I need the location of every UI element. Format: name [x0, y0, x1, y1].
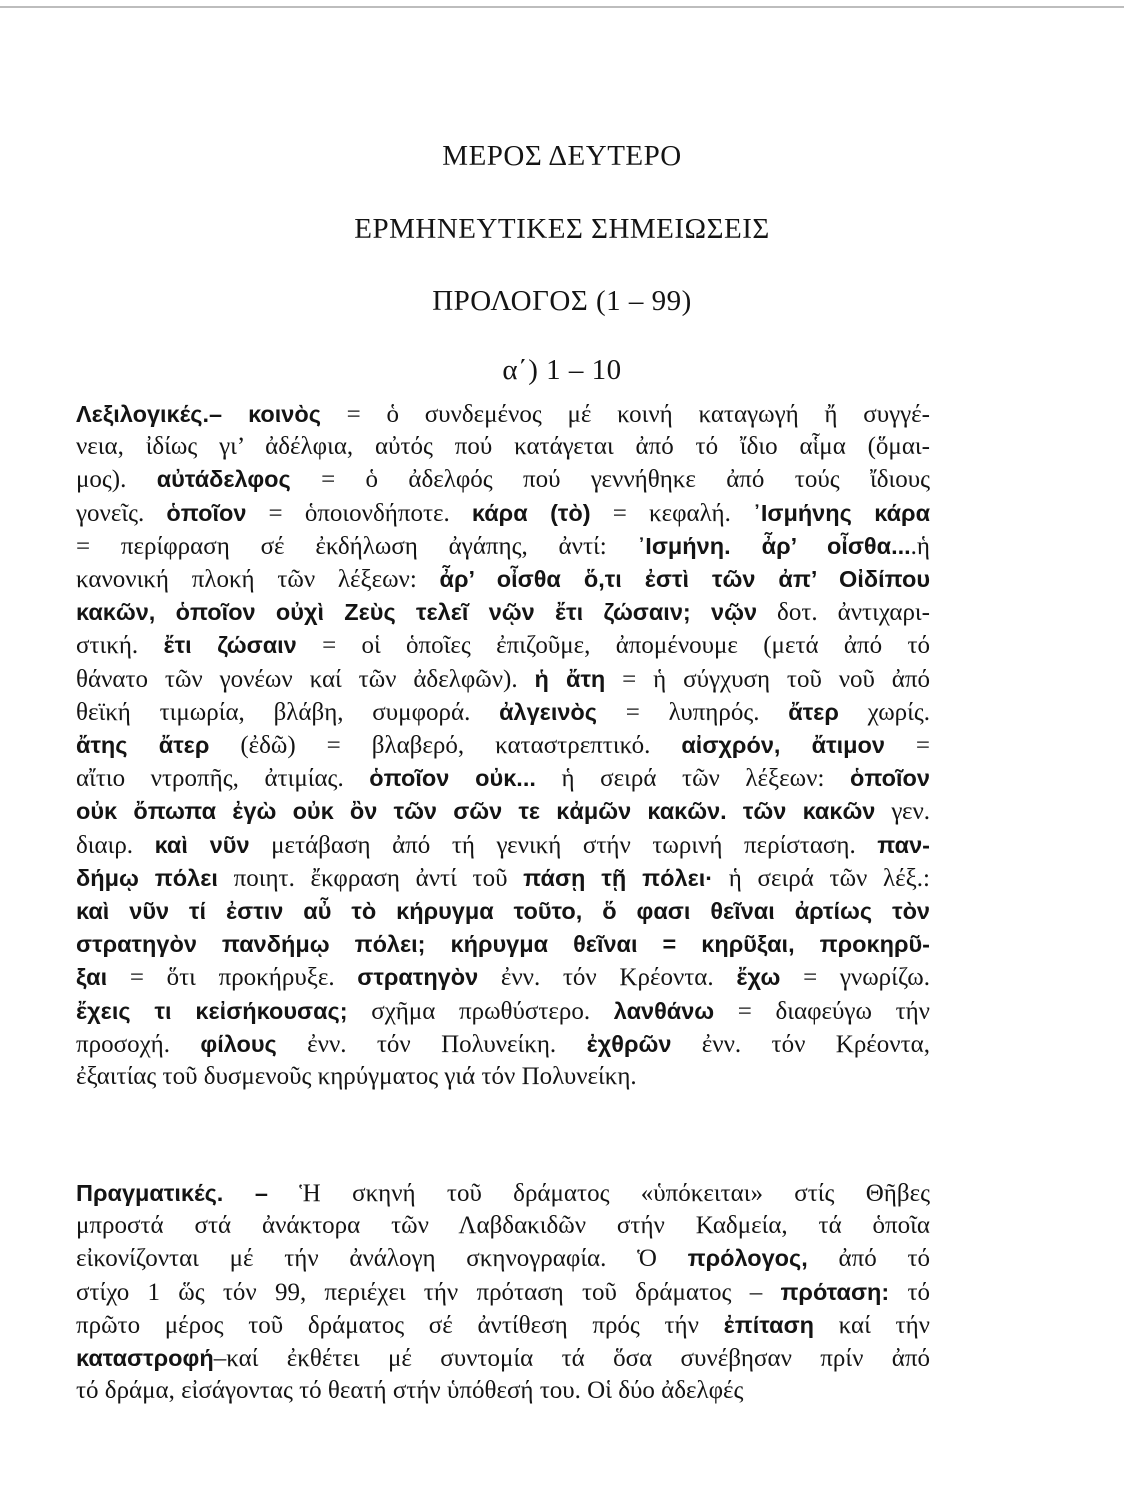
text-run: μετάβαση ἀπό τή γενική στήν τωρινή περίσταση.: [249, 831, 878, 859]
bold-term: ὁποῖον: [849, 765, 930, 792]
bold-term: Λεξιλογικές.– κοινὸς: [76, 401, 321, 427]
bold-term: κακῶν, ὁποῖον οὐχὶ Ζεὺς τελεῖ νῷν ἔτι ζώσαιν; νῷν: [76, 599, 758, 626]
bold-term: στρατηγὸν πανδήμῳ πόλει; κήρυγμα θεῖναι = κηρῦξαι, προκηρῦ-: [76, 931, 930, 958]
bold-term: παν-: [877, 831, 930, 858]
text-run: μπροστά στά ἀνάκτορα τῶν Λαβδακιδῶν στήν Καδμεία, τά ὁποῖα: [76, 1212, 930, 1240]
bold-term: λανθάνω: [613, 997, 715, 1024]
text-line: [76, 928, 930, 961]
text-line: [76, 663, 930, 696]
bold-term: στρατηγὸν: [357, 964, 479, 991]
text-run: γονεῖς.: [76, 499, 167, 527]
text-line: [76, 629, 930, 662]
bold-term: πάσῃ τῇ πόλει·: [523, 864, 714, 891]
text-line: [76, 563, 930, 596]
text-run: Ἡ σκηνή τοῦ δράματος «ὑπόκειται» στίς Θῆβες: [267, 1180, 930, 1207]
bold-term: δήμῳ πόλει: [76, 864, 218, 891]
text-run: στική.: [76, 632, 164, 660]
part-heading: ΜΕΡΟΣ ΔΕΥΤΕΡΟ: [442, 140, 682, 172]
text-run: = ὁ συνδεμένος μέ κοινή καταγωγή ἤ συγγέ-: [320, 401, 930, 428]
bold-term: ἔτι ζώσαιν: [163, 632, 297, 659]
text-run: μος).: [76, 466, 157, 494]
bold-term: αὐτάδελφος: [156, 466, 291, 493]
text-run: πρῶτο μέρος τοῦ δράματος σέ ἀντίθεση πρός τήν: [76, 1311, 724, 1339]
text-line: [76, 1210, 930, 1242]
text-run: δοτ. ἀντιχαρι-: [757, 599, 930, 627]
bold-term: ἄτερ: [788, 698, 839, 725]
bold-term: αἰσχρόν, ἄτιμον: [681, 732, 885, 759]
text-run: ἡ σειρά τῶν λέξεων:: [535, 765, 850, 793]
text-line: [76, 961, 930, 994]
bold-term: ἐπίταση: [723, 1311, 814, 1338]
bold-term: Πραγματικές. –: [76, 1180, 268, 1206]
bold-term: πρόλογος,: [687, 1245, 808, 1272]
text-line: [76, 995, 930, 1028]
bold-term: οὐκ ὄπωπα ἐγὼ οὐκ ὂν τῶν σῶν τε κἀμῶν κακῶν. τῶν κακῶν: [76, 798, 876, 825]
text-line: [76, 1028, 930, 1061]
text-line: [76, 895, 930, 928]
text-run: γεν.: [875, 798, 930, 826]
bold-term: ξαι: [76, 964, 108, 991]
text-run: ἐξαιτίας τοῦ δυσμενοῦς κηρύγματος γιά τόν Πολυνείκη.: [76, 1063, 637, 1091]
text-run: ἐνν. τόν Πολυνείκη.: [276, 1030, 587, 1058]
text-line: [76, 1276, 930, 1309]
text-line: [76, 862, 930, 895]
text-run: κανονική πλοκή τῶν λέξεων:: [76, 566, 440, 594]
text-line: [76, 696, 930, 729]
bold-term: ὁποῖον: [166, 499, 247, 526]
text-run: προσοχή.: [76, 1030, 201, 1058]
text-run: = γνωρίζω.: [780, 964, 931, 992]
text-line: [76, 1061, 930, 1093]
bold-term: ἆρ’ οἶσθα ὅ,τι ἐστὶ τῶν ἀπ’ Οἰδίπου: [439, 566, 931, 593]
text-run: = κεφαλή.: [590, 499, 754, 527]
text-line: [76, 1309, 930, 1342]
text-line: [76, 1342, 930, 1375]
bold-term: καὶ νῦν: [154, 831, 250, 858]
text-run: .ἡ: [910, 532, 930, 560]
text-line: [76, 795, 930, 828]
text-run: = οἱ ὁποῖες ἐπιζοῦμε, ἀπομένουμε (μετά ἀπό τό: [296, 632, 931, 660]
bold-term: ἀλγεινὸς: [499, 698, 597, 725]
bold-term: καταστροφή: [76, 1345, 214, 1372]
bold-term: κάρα (τὸ): [471, 499, 591, 526]
text-run: χωρίς.: [838, 698, 931, 726]
text-run: θεϊκή τιμωρία, βλάβη, συμφορά.: [76, 698, 500, 726]
subsection-heading: α΄) 1 – 10: [502, 354, 622, 386]
text-run: θάνατο τῶν γονέων καί τῶν ἀδελφῶν).: [76, 665, 535, 693]
text-line: [76, 729, 930, 762]
text-run: –καί ἐκθέτει μέ συντομία τά ὅσα συνέβησαν πρίν ἀπό: [213, 1345, 930, 1373]
lexical-notes-paragraph: [76, 398, 930, 1093]
bold-term: ὁποῖον οὐκ...: [369, 765, 536, 792]
bold-term: ἔχω: [736, 964, 781, 991]
text-run: (ἐδῶ) = βλαβερό, καταστρεπτικό.: [209, 732, 682, 760]
bold-term: ἡ ἄτη: [534, 665, 606, 692]
text-run: νεια, ἰδίως γι’ ἀδέλφια, αὐτός πού κατάγεται ἀπό τό ἴδιο αἷμα (ὅμαι-: [76, 433, 930, 461]
bold-term: ἄτης ἄτερ: [76, 732, 210, 759]
bold-term: ἐχθρῶν: [586, 1030, 672, 1057]
text-run: ἡ σειρά τῶν λέξ.:: [713, 864, 930, 892]
text-run: καί τήν: [814, 1311, 930, 1339]
bold-term: πρόταση:: [780, 1278, 890, 1305]
text-run: εἰκονίζονται μέ τήν ἀνάλογη σκηνογραφία. Ὁ: [76, 1245, 688, 1273]
text-run: = περίφραση σέ ἐκδήλωση ἀγάπης, ἀντί:: [76, 532, 638, 560]
text-run: = ὁ ἀδελφός πού γεννήθηκε ἀπό τούς ἴδιους: [290, 466, 930, 494]
section-title: ΕΡΜΗΝΕΥΤΙΚΕΣ ΣΗΜΕΙΩΣΕΙΣ: [354, 213, 770, 245]
text-run: = ἡ σύγχυση τοῦ νοῦ ἀπό: [605, 665, 930, 693]
text-run: στίχο 1 ὥς τόν 99, περιέχει τήν πρόταση τοῦ δράματος –: [76, 1278, 781, 1306]
text-run: ποιητ. ἔκφραση ἀντί τοῦ: [217, 864, 524, 892]
bold-term: ᾿Ισμήνης κάρα: [753, 499, 931, 526]
text-line: [76, 1242, 930, 1275]
text-line: [76, 1375, 930, 1407]
text-line: [76, 829, 930, 862]
text-run: =: [884, 732, 930, 760]
text-line: [76, 431, 930, 463]
text-line: [76, 762, 930, 795]
text-line: [76, 530, 930, 563]
text-run: τό δράμα, εἰσάγοντας τό θεατή στήν ὑπόθεσή του. Οἱ δύο ἀδελφές: [76, 1377, 744, 1405]
text-run: ἀπό τό: [807, 1245, 930, 1273]
text-line: [76, 497, 930, 530]
text-line: [76, 1177, 930, 1210]
text-run: σχῆμα πρωθύστερο.: [347, 997, 614, 1025]
text-run: = λυπηρός.: [597, 698, 789, 726]
text-line: [76, 398, 930, 431]
prologue-heading: ΠΡΟΛΟΓΟΣ (1 – 99): [432, 285, 692, 317]
text-run: τό: [889, 1278, 931, 1306]
bold-term: καὶ νῦν τί ἐστιν αὖ τὸ κήρυγμα τοῦτο, ὅ φασι θεῖναι ἀρτίως τὸν: [76, 898, 930, 925]
bold-term: ᾿Ισμήνη. ἆρ’ οἶσθα...: [637, 532, 911, 559]
text-line: [76, 596, 930, 629]
factual-notes-paragraph: [76, 1177, 930, 1407]
text-run: = ὅτι προκήρυξε.: [107, 964, 358, 992]
text-run: ἐνν. τόν Κρέοντα.: [478, 964, 737, 992]
text-line: [76, 463, 930, 496]
text-run: ἐνν. τόν Κρέοντα,: [671, 1030, 930, 1058]
text-run: αἴτιο ντροπῆς, ἀτιμίας.: [76, 765, 370, 793]
text-run: διαιρ.: [76, 831, 155, 859]
scan-top-edge: [0, 6, 1124, 8]
text-run: = διαφεύγω τήν: [714, 997, 930, 1025]
bold-term: φίλους: [200, 1030, 277, 1057]
bold-term: ἔχεις τι κεἰσήκουσας;: [76, 997, 348, 1024]
text-run: = ὁποιονδήποτε.: [246, 499, 472, 527]
